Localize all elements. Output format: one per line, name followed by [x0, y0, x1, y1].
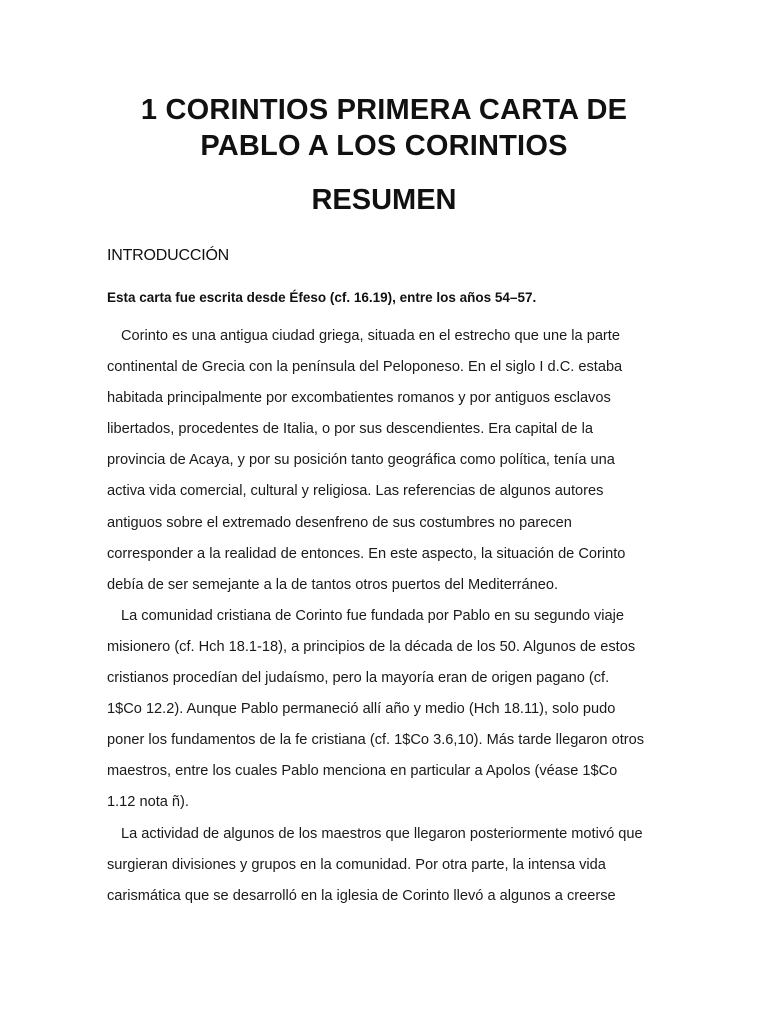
paragraph-2 — [107, 601, 667, 819]
text-line: surgieran divisiones y grupos en la comunidad. Por otra parte, la intensa vida — [107, 856, 606, 873]
title-line-1: 1 CORINTIOS PRIMERA CARTA DE — [140, 94, 628, 126]
section-heading: INTRODUCCIÓN — [107, 247, 230, 264]
text-line: 1$Co 12.2). Aunque Pablo permaneció allí año y medio (Hch 18.11), solo pudo — [107, 701, 616, 718]
body-text — [107, 321, 667, 912]
text-line: activa vida comercial, cultural y religiosa. Las referencias de algunos autores — [107, 483, 604, 500]
paragraph-3 — [107, 819, 667, 912]
text-line: antiguos sobre el extremado desenfreno de sus costumbres no parecen — [107, 514, 572, 531]
text-line: La comunidad cristiana de Corinto fue fundada por Pablo en su segundo viaje — [121, 607, 625, 624]
text-line: libertados, procedentes de Italia, o por sus descendientes. Era capital de la — [107, 421, 593, 438]
text-line: debía de ser semejante a la de tantos otros puertos del Mediterráneo. — [107, 576, 559, 593]
text-line: cristianos procedían del judaísmo, pero la mayoría eran de origen pagano (cf. — [107, 670, 610, 687]
text-line: habitada principalmente por excombatientes romanos y por antiguos esclavos — [107, 390, 611, 407]
paragraph-1 — [107, 321, 667, 601]
text-line: poner los fundamentos de la fe cristiana (cf. 1$Co 3.6,10). Más tarde llegaron otros — [107, 732, 645, 749]
lead-paragraph: Esta carta fue escrita desde Éfeso (cf. 16.19), entre los años 54–57. — [107, 290, 537, 305]
title-line-2: PABLO A LOS CORINTIOS — [200, 130, 568, 162]
text-line: Corinto es una antigua ciudad griega, situada en el estrecho que une la parte — [121, 328, 620, 344]
text-line: corresponder a la realidad de entonces. En este aspecto, la situación de Corinto — [107, 545, 626, 562]
text-line: 1.12 nota ñ). — [107, 794, 189, 811]
text-line: continental de Grecia con la península del Peloponeso. En el siglo I d.C. estaba — [107, 359, 623, 376]
text-line: maestros, entre los cuales Pablo menciona en particular a Apolos (véase 1$Co — [107, 763, 618, 780]
text-line: La actividad de algunos de los maestros que llegaron posteriormente motivó que — [121, 825, 643, 842]
text-line: misionero (cf. Hch 18.1-18), a principios de la década de los 50. Algunos de estos — [107, 638, 636, 655]
document-title — [60, 92, 708, 164]
text-line: carismática que se desarrolló en la iglesia de Corinto llevó a algunos a creerse — [107, 887, 616, 904]
document-subtitle: RESUMEN — [311, 184, 457, 216]
text-line: provincia de Acaya, y por su posición tanto geográfica como política, tenía una — [107, 452, 615, 469]
